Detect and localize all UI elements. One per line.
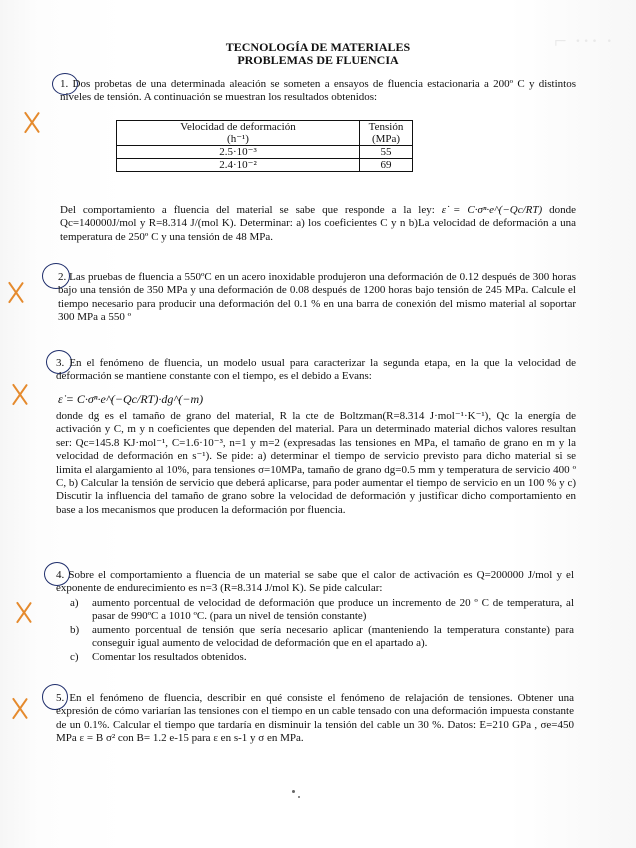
title-line-1: TECNOLOGÍA DE MATERIALES (225, 40, 411, 54)
creep-results-table (116, 120, 413, 172)
title-line-2: PROBLEMAS DE FLUENCIA (237, 53, 399, 67)
header-strain-rate-unit: (h⁻¹) (227, 133, 249, 145)
list-item-text: aumento porcentual de velocidad de deformación que produce un incremento de 20 º C de temperatura, al pasar de 990ºC a 1010 ºC. (para un nivel de tensión constante) (92, 597, 574, 623)
table-header-row (117, 121, 413, 146)
list-item (56, 651, 574, 664)
problem-4-number: 4. (56, 569, 65, 581)
problem-3-number: 3. (56, 357, 65, 369)
evans-formula: ε̇ = C·σⁿ·e^(−Qc/RT)·dg^(−m) (58, 392, 204, 406)
handwritten-cross-5 (10, 698, 30, 718)
handwritten-cross-3 (10, 384, 30, 404)
table-cell: 2.4·10⁻² (117, 159, 360, 172)
table-row (117, 146, 413, 159)
problem-1-law (60, 204, 576, 244)
problem-3-intro (56, 357, 576, 384)
header-stress-unit: (MPa) (371, 133, 401, 145)
problem-1-intro (60, 78, 576, 105)
header-stress (360, 121, 413, 146)
header-strain-rate (117, 121, 360, 146)
bleed-through-mark: ⌐ ··· · (554, 28, 614, 53)
problem-5-text: En el fenómeno de fluencia, describir en qué consiste el fenómeno de relajación de tensiones. Obtener una expresión de cómo variarían las tensiones con el tiempo en un cable tensado con una deformación impuesta constante de un 0.1%. Calcular el tiempo que tardaría en disminuir la tensión del cable un 30 %. Datos: E=210 GPa , σe=450 MPa ε = B σ² con B= 1.2 e-15 para ε en s-1 y σ en MPa. (56, 692, 575, 745)
header-stress-label: Tensión (368, 121, 404, 133)
problem-4-list (56, 597, 574, 664)
list-item-text: Comentar los resultados obtenidos. (92, 650, 247, 663)
problem-5 (56, 692, 574, 746)
list-item-label: a) (70, 597, 79, 609)
problem-1-law-rest: donde Qc=140000J/mol y R=8.314 J/(mol K). Determinar: a) los coeficientes C y n b)La velocidad de deformación a una temperatura de 250º C y una tensión de 48 MPa. (60, 204, 576, 243)
table-cell: 2.5·10⁻³ (117, 146, 360, 159)
list-item-label: c) (70, 650, 79, 663)
problem-2-text: Las pruebas de fluencia a 550ºC en un acero inoxidable produjeron una deformación de 0.12 después de 300 horas bajo una tensión de 350 MPa y una deformación de 0.08 después de 1200 horas bajo tensión de 245 MPa. Calcule el tiempo necesario para producir una deformación del 0.1 % en una barra de conexión del mismo material al soportar 300 MPa a 550 º (58, 271, 576, 324)
scan-speck (292, 790, 295, 793)
problem-3-text: donde dg es el tamaño de grano del material, R la cte de Boltzman(R=8.314 J·mol⁻¹·K⁻¹), Qc la energía de activación y C, m y n coeficientes que dependen del material. Para un determinado material dichos valores resultan ser: Qc=145.8 KJ·mol⁻¹, C=1.6·10⁻³, n=1 y m=2 (expresadas las tensiones en MPa, el tamaño de grano en m y la velocidad de deformación en s⁻¹). Se pide: a) determinar el tiempo de servicio previsto para dicho material si se limita el alargamiento al 10%, para tensiones σ=10MPa, tamaño de grano dg=0.5 mm y temperatura de servicio 400 º C, b) Calcular la tensión de servicio que deberá aplicarse, para poder aumentar el tiempo de servicio en un 100 % y c) Discutir la influencia del tamaño de grano sobre la velocidad de deformación y justificar dicho comportamiento en base a los mecanismos que producen la deformación por fluencia. (56, 410, 576, 516)
creep-law-formula: ε̇ = C·σⁿ·e^(−Qc/RT) (441, 204, 543, 216)
list-item-text: aumento porcentual de tensión que sería necesario aplicar (manteniendo la temperatura constante) para conseguir igual aumento de velocidad de deformación que en el apartado a). (92, 623, 574, 650)
handwritten-cross-1 (22, 112, 42, 132)
list-item-label: b) (70, 623, 80, 636)
scan-speck (298, 796, 300, 798)
header-strain-rate-label: Velocidad de deformación (180, 121, 296, 133)
handwritten-cross-2 (6, 282, 26, 302)
handwritten-cross-4 (14, 602, 34, 622)
problem-1-number: 1. (60, 78, 69, 90)
list-item (56, 597, 574, 624)
problem-4-intro (56, 569, 574, 596)
table-cell: 69 (360, 159, 413, 172)
problem-1-intro-text: Dos probetas de una determinada aleación se someten a ensayos de fluencia estacionaria a 200º C y distintos niveles de tensión. A continuación se muestran los resultados obtenidos: (60, 78, 577, 104)
problem-2-number: 2. (58, 271, 67, 283)
problem-3-intro-text: En el fenómeno de fluencia, un modelo usual para caracterizar la segunda etapa, en la que la velocidad de deformación se mantiene constante con el tiempo, es el debido a Evans: (56, 357, 576, 383)
problem-1-law-intro: Del comportamiento a fluencia del material se sabe que responde a la ley: (60, 204, 435, 216)
list-item (56, 624, 574, 651)
problem-4-intro-text: Sobre el comportamiento a fluencia de un material se sabe que el calor de activación es Q=200000 J/mol y el exponente de endurecimiento es n=3 (R=8.314 J/mol K). Se pide calcular: (56, 569, 574, 595)
problem-2 (58, 271, 576, 325)
problem-5-number: 5. (56, 692, 65, 704)
table-cell: 55 (360, 146, 413, 159)
table-row (117, 159, 413, 172)
